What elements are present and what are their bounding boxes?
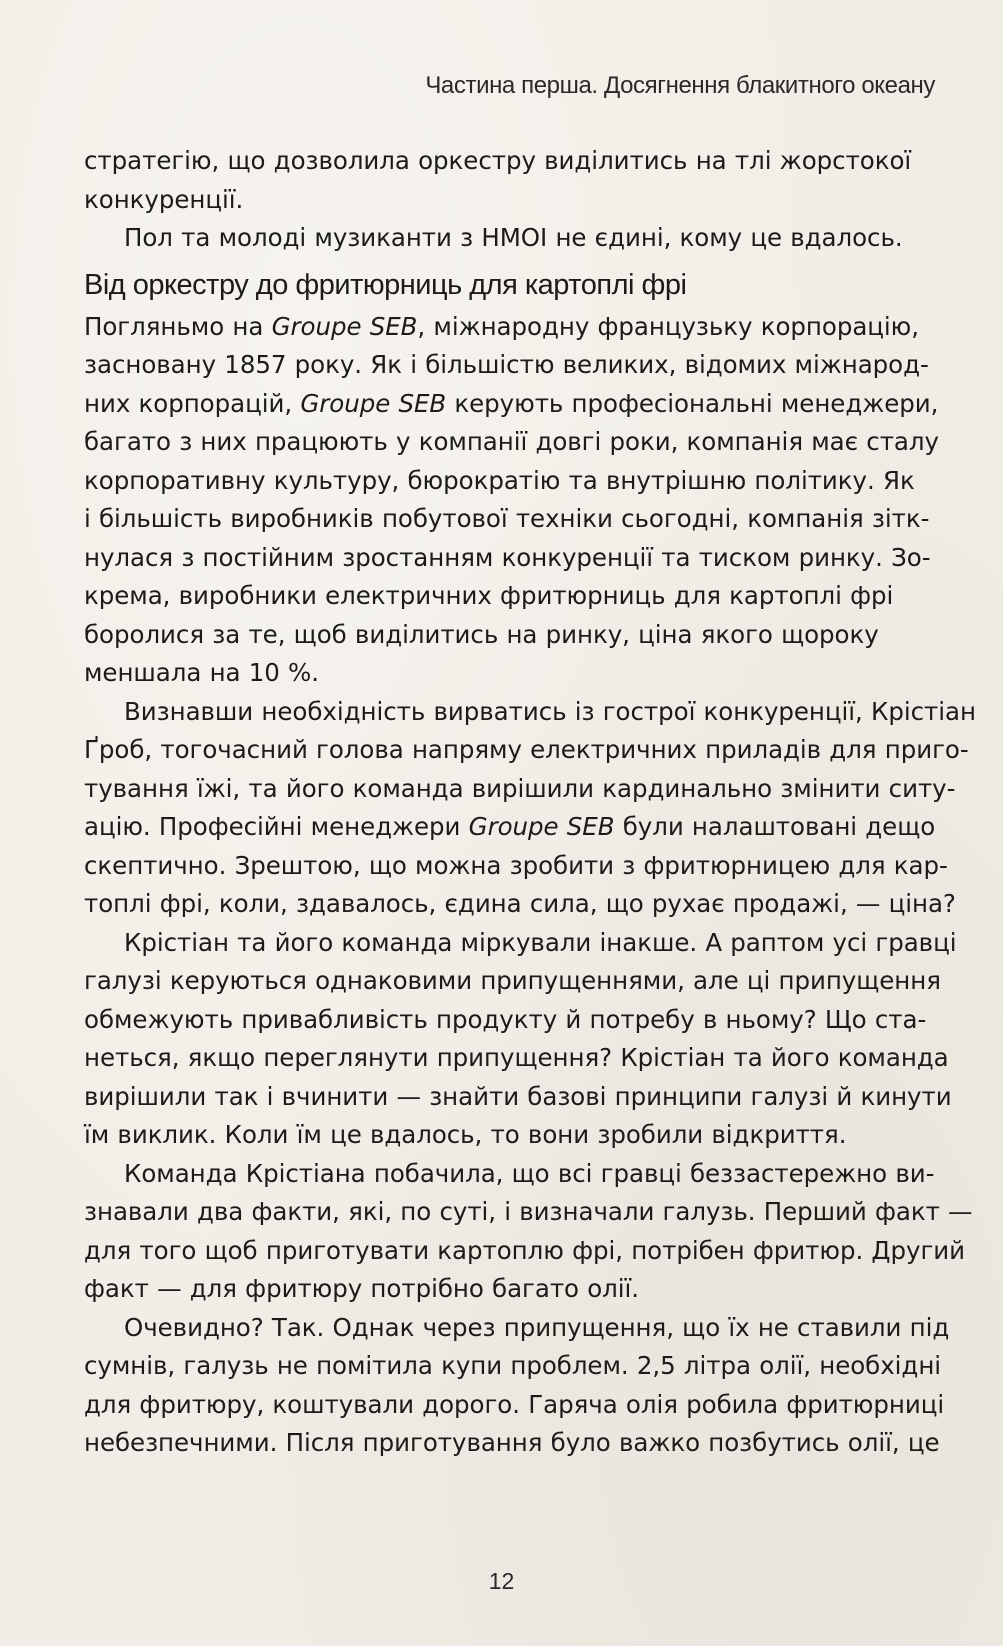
- body-paragraph: Погляньмо на Groupe SEB, міжнародну французьку корпорацію, засновану 1857 року. Як і більшістю великих, відомих міжнарод- них корпорацій, Groupe SEB керують професіональні менеджери, багато з них працюють у компанії довгі роки, компанія має сталу корпоративну культуру, бюрократію та внутрішню політику. Як і більшість виробників побутової техніки сьогодні, компанія зітк- нулася з постійним зростанням конкуренції та тиском ринку. Зо- крема, виробники електричних фритюрниць для картоплі фрі боролися за те, щоб виділитись на ринку, ціна якого щороку меншала на 10 %.: [84, 311, 939, 687]
- intro-paragraph: Пол та молоді музиканти з НМОІ не єдині, кому це вдалось.: [124, 223, 903, 252]
- company-name: Groupe SEB: [300, 388, 447, 418]
- body-paragraph: Команда Крістіана побачила, що всі гравці беззастережно ви- знавали два факти, які, по суті, і визначали галузь. Перший факт — для того щоб приготувати картоплю фрі, потрібен фритюр. Другий факт — для фритюру потрібно багато олії.: [84, 1158, 973, 1303]
- body-paragraph: Очевидно? Так. Однак через припущення, що їх не ставили під сумнів, галузь не помітила купи проблем. 2,5 літра олії, необхідні для фритюру, коштували дорого. Гаряча олія робила фритюрниці небезпечними. Після приготування було важко позбутись олії, це: [84, 1312, 950, 1457]
- body-paragraph: Визнавши необхідність вирватись із гострої конкуренції, Крістіан Ґроб, тогочасний голова напряму електричних приладів для приго- тування їжі, та його команда вирішили кардинально змінити ситу- ацію. Професійні менеджери Groupe SEB були налаштовані дещо скептично. Зрештою, що можна зробити з фритюрницею для кар- топлі фрі, коли, здавалось, єдина сила, що рухає продажі, — ціна?: [84, 696, 976, 918]
- company-name: Groupe SEB: [468, 812, 615, 841]
- page-body: [84, 142, 985, 1463]
- page-number: 12: [488, 1568, 515, 1594]
- continued-paragraph: стратегію, що дозволила оркестру виділитись на тлі жорстокої конкуренції.: [84, 146, 912, 214]
- section-heading: Від оркестру до фритюрниць для картоплі фрі: [84, 268, 687, 301]
- body-paragraph: Крістіан та його команда міркували інакше. А раптом усі гравці галузі керуються однаковими припущеннями, але ці припущення обмежують привабливість продукту й потребу в ньому? Що ста- неться, якщо переглянути припущення? Крістіан та його команда вирішили так і вчинити — знайти базові принципи галузі й кинути їм виклик. Коли їм це вдалось, то вони зробили відкриття.: [84, 927, 957, 1149]
- running-header: Частина перша. Досягнення блакитного океану: [425, 72, 935, 99]
- company-name: Groupe SEB: [271, 311, 418, 341]
